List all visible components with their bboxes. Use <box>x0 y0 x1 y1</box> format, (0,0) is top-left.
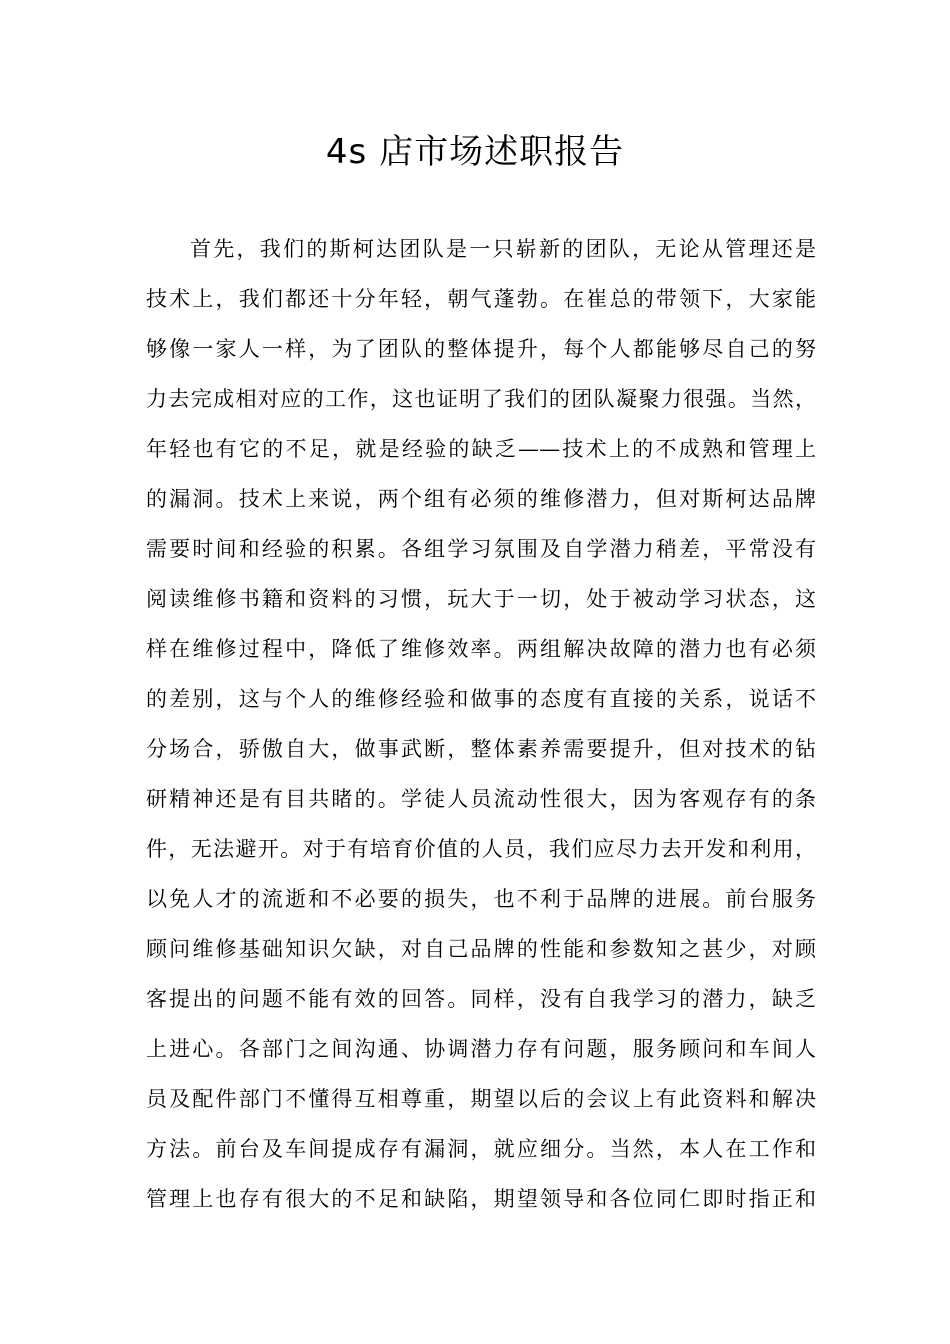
body-line: 顾问维修基础知识欠缺，对自己品牌的性能和参数知之甚少，对顾 <box>146 937 816 961</box>
body-line: 员及配件部门不懂得互相尊重，期望以后的会议上有此资料和解决 <box>146 1087 816 1111</box>
body-line: 年轻也有它的不足，就是经验的缺乏——技术上的不成熟和管理上 <box>146 437 816 461</box>
body-line: 以免人才的流逝和不必要的损失，也不利于品牌的进展。前台服务 <box>146 887 816 911</box>
body-line: 首先，我们的斯柯达团队是一只崭新的团队，无论从管理还是 <box>190 237 816 261</box>
body-line: 件，无法避开。对于有培育价值的人员，我们应尽力去开发和利用， <box>146 837 816 861</box>
body-line: 的差别，这与个人的维修经验和做事的态度有直接的关系，说话不 <box>146 687 816 711</box>
body-line: 需要时间和经验的积累。各组学习氛围及自学潜力稍差，平常没有 <box>146 537 816 561</box>
body-line: 够像一家人一样，为了团队的整体提升，每个人都能够尽自己的努 <box>146 337 816 361</box>
body-line: 上进心。各部门之间沟通、协调潜力存有问题，服务顾问和车间人 <box>146 1037 816 1061</box>
body-line: 力去完成相对应的工作，这也证明了我们的团队凝聚力很强。当然， <box>146 387 816 411</box>
body-line: 方法。前台及车间提成存有漏洞，就应细分。当然，本人在工作和 <box>146 1137 816 1161</box>
body-line: 管理上也存有很大的不足和缺陷，期望领导和各位同仁即时指正和 <box>146 1187 816 1211</box>
body-line: 技术上，我们都还十分年轻，朝气蓬勃。在崔总的带领下，大家能 <box>146 287 816 311</box>
body-line: 客提出的问题不能有效的回答。同样，没有自我学习的潜力，缺乏 <box>146 987 816 1011</box>
body-line: 样在维修过程中，降低了维修效率。两组解决故障的潜力也有必须 <box>146 637 816 661</box>
document-title: 4s 店市场述职报告 <box>325 132 625 172</box>
body-line: 分场合，骄傲自大，做事武断，整体素养需要提升，但对技术的钻 <box>146 737 816 761</box>
body-line: 研精神还是有目共睹的。学徒人员流动性很大，因为客观存有的条 <box>146 787 816 811</box>
document-body <box>146 224 816 1224</box>
body-line: 阅读维修书籍和资料的习惯，玩大于一切，处于被动学习状态，这 <box>146 587 816 611</box>
body-line: 的漏洞。技术上来说，两个组有必须的维修潜力，但对斯柯达品牌 <box>146 487 816 511</box>
